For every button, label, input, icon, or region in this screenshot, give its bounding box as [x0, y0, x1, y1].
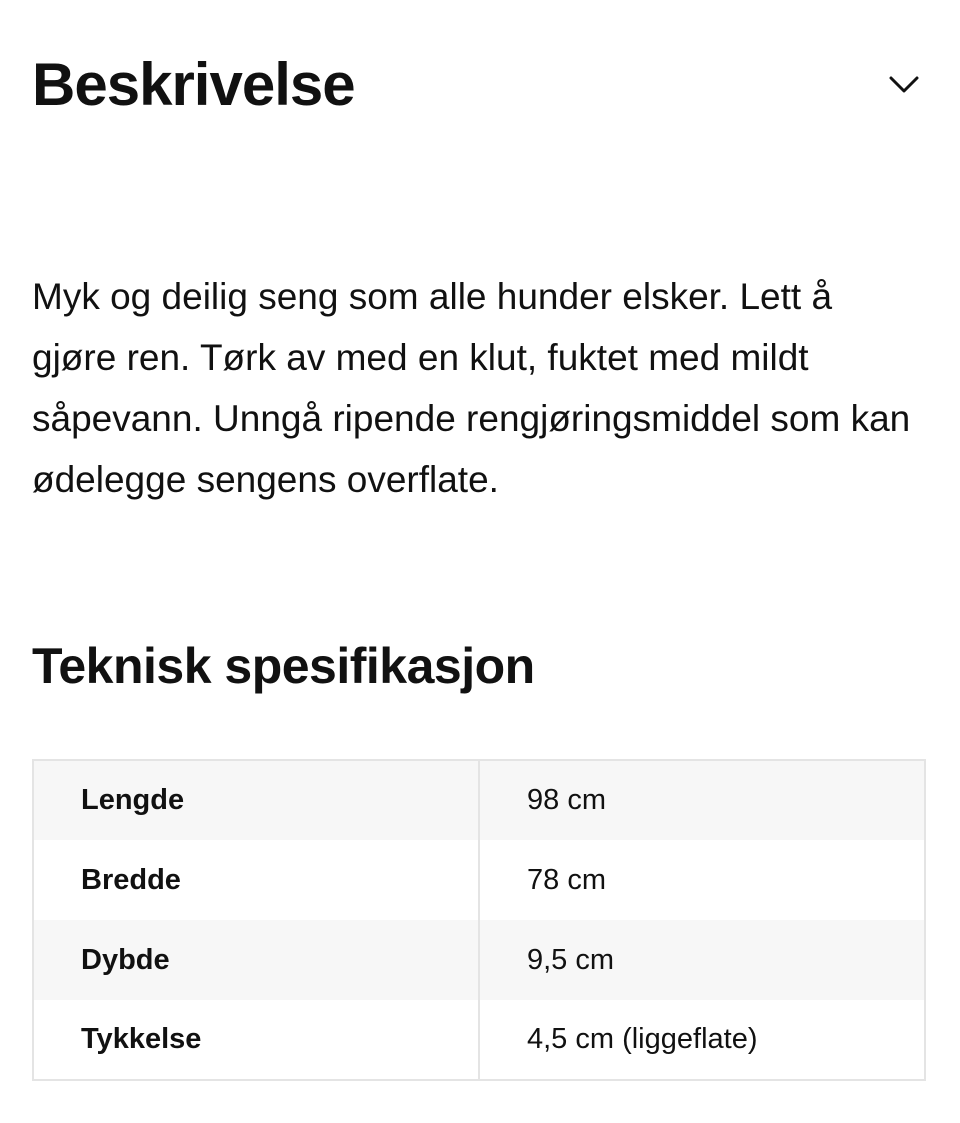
table-row [33, 1000, 925, 1080]
spec-value: 9,5 cm [527, 943, 615, 976]
chevron-down-icon-graphic [889, 76, 919, 94]
spec-label: Tykkelse [33, 1000, 479, 1080]
description-text: Myk og deilig seng som alle hunder elsker. Lett å gjøre ren. Tørk av med en klut, fuktet med mildt såpevann. Unngå ripende rengjøringsmiddel som kan ødelegge sengens overflate. [32, 276, 911, 500]
spec-label: Lengde [33, 760, 479, 840]
chevron-down-icon[interactable] [880, 61, 928, 109]
spec-label: Dybde [33, 920, 479, 1000]
table-row [33, 920, 925, 1000]
spec-label: Bredde [33, 840, 479, 920]
description-accordion-header[interactable] [32, 40, 928, 130]
section-title-specifications: Teknisk spesifikasjon [32, 638, 535, 694]
table-row [33, 840, 925, 920]
table-row [33, 760, 925, 840]
section-title-description: Beskrivelse [32, 51, 355, 118]
specifications-table [32, 759, 926, 1081]
spec-value: 4,5 cm (liggeflate) [527, 1023, 758, 1055]
spec-value: 98 cm [527, 784, 606, 816]
spec-value: 78 cm [527, 863, 606, 896]
